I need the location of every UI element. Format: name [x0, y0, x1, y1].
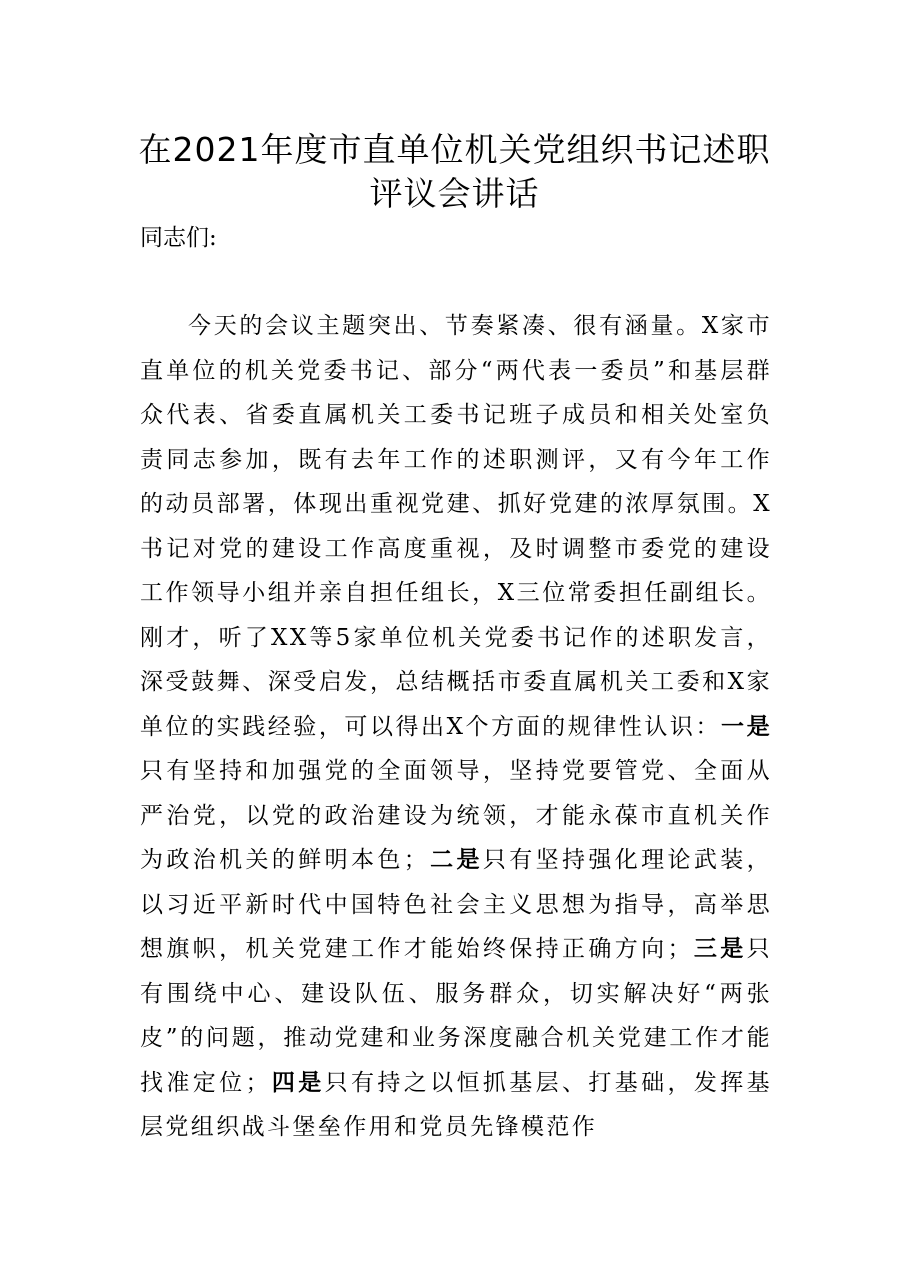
point-4-text: 只有持之以恒抓基层、打基础，发挥基层党组织战斗堡垒作用和党员先锋模范作 — [140, 1069, 772, 1140]
paragraph-intro: 今天的会议主题突出、节奏紧凑、很有涵量。X家市直单位的机关党委书记、部分“两代表一委员”和基层群众代表、省委直属机关工委书记班子成员和相关处室负责同志参加，既有去年工作的述职测评，又有今年工作的动员部署，体现出重视党建、抓好党建的浓厚氛围。X书记对党的建设工作高度重视，及时调整市委党的建设工作领导小组并亲自担任组长，X三位常委担任副组长。刚才，听了XX等5家单位机关党委书记作的述职发言，深受鼓舞、深受启发，总结概括市委直属机关工委和X家单位的实践经验，可以得出X个方面的规律性认识： — [140, 313, 772, 740]
point-1-text: 只有坚持和加强党的全面领导，坚持党要管党、全面从严治党，以党的政治建设为统领，才能永葆市直机关作为政治机关的鲜明本色； — [140, 758, 772, 873]
document-title-line-1: 在2021年度市直单位机关党组织书记述职 — [138, 130, 771, 169]
point-3-text: 只有围绕中心、建设队伍、服务群众，切实解决好“两张皮”的问题，推动党建和业务深度融合机关党建工作才能找准定位； — [140, 936, 772, 1096]
point-3-label: 三是 — [692, 936, 747, 962]
point-2-label: 二是 — [429, 847, 483, 873]
point-1-label: 一是 — [721, 713, 772, 740]
document-title-line-2: 评议会讲话 — [369, 174, 540, 213]
point-2-text: 只有坚持强化理论武装，以习近平新时代中国特色社会主义思想为指导，高举思想旗帜，机关党建工作才能始终保持正确方向； — [140, 847, 772, 962]
body-paragraph — [140, 304, 772, 1150]
greeting: 同志们: — [140, 225, 217, 251]
point-4-label: 四是 — [270, 1069, 325, 1096]
